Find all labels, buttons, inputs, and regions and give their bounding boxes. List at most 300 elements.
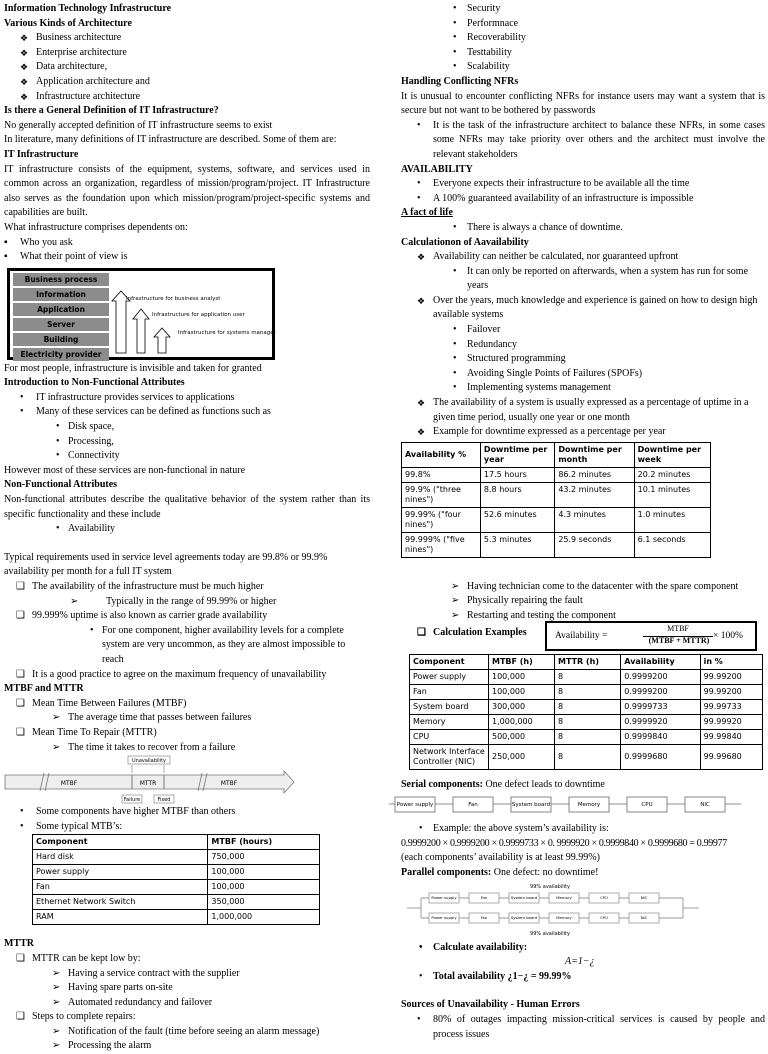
list-item [401,1013,765,1042]
bullet-icon: • [453,338,457,350]
list-item [4,952,370,967]
list-item [453,367,765,382]
checkbox-bullet-icon: ❑ [16,1011,25,1023]
bullet-icon: • [419,970,423,982]
table-row [410,744,763,769]
typical-paragraph: Typical requirements used in service level agreements today are 99.8% or 99.9% availability per month for a full IT system [4,551,328,578]
text-label: Power supply [396,802,434,809]
arrow-bullet-icon: ➢ [52,967,61,979]
depends-paragraph: What infrastructure comprises dependents on: [4,221,188,233]
table-cell: 0.9999920 [621,714,700,729]
table-header: MTTR (h) [554,654,620,669]
text-label: Physically repairing the fault [467,595,583,607]
text-label: Who you ask [20,236,73,248]
infrastructure-layer-diagram [7,268,275,360]
table-cell: 0.9999733 [621,699,700,714]
table-row [402,467,711,482]
formula-denominator: (MTBF + MTTR) [648,635,710,645]
list-item [453,46,765,61]
table-cell: 10.1 minutes [634,482,710,507]
text-label: Serial components: [401,778,483,790]
text-label: The time it takes to recover from a failure [68,741,236,753]
list-item [20,820,370,835]
text-label: Infrastructure architecture [36,90,141,102]
list-item [4,595,370,610]
bullet-icon: • [56,523,60,535]
text-label: Processing the alarm [68,1040,152,1052]
table-cell: 99.99920 [700,714,762,729]
however-paragraph: However most of these services are non-functional in nature [4,464,246,476]
arrow-bullet-icon: ➢ [52,741,61,753]
text-label: Mean Time To Repair (MTTR) [32,726,157,738]
failure-label: Failure [123,797,141,804]
table-row [33,910,320,925]
list-item [56,522,370,537]
layer-business-process: Business process [13,273,109,286]
list-item [401,594,765,609]
layer-information: Information [13,288,109,301]
list-item [401,119,765,163]
table-cell: Network Interface Controller (NIC) [410,744,489,769]
text-label: The availability of the infrastructure must be much higher [32,581,264,592]
text-label: Redundancy [467,338,517,350]
text-label: Total availability [433,970,506,982]
sources-heading: Sources of Unavailability - Human Errors [401,999,580,1011]
table-cell: 5.3 minutes [480,532,554,557]
table-cell: 1,000,000 [489,714,555,729]
table-cell: 8 [554,714,620,729]
list-item [4,250,370,265]
text-label: NIC [640,894,648,900]
list-item [4,236,370,251]
it-infrastructure-heading: IT Infrastructure [4,148,79,160]
invisible-paragraph: For most people, infrastructure is invisible and taken for granted [4,362,262,374]
text-label: Application architecture and [36,75,150,87]
conflict-heading: Handling Conflicting NFRs [401,75,519,87]
table-cell: System board [410,699,489,714]
table-cell: 1,000,000 [208,910,320,925]
list-item [4,996,370,1011]
timeline-mtbf-1: MTBF [60,780,78,788]
checkbox-bullet-icon: ❑ [16,668,25,680]
table-cell: 99.99840 [700,729,762,744]
table-header: MTBF (hours) [208,835,320,850]
table-cell: Power supply [410,669,489,684]
table-cell: 8 [554,744,620,769]
text-label: 80% of outages impacting mission-critical services is caused by people and process issues [433,1013,765,1040]
table-cell: RAM [33,910,208,925]
downtime-table [401,442,711,558]
bullet-icon: • [20,820,24,832]
table-cell: 8 [554,699,620,714]
label-systems-manager: Infrastructure for systems manager [178,329,276,336]
table-header: Component [33,835,208,850]
table-header: Component [410,654,489,669]
nfa-paragraph: Non-functional attributes describe the qualitative behavior of the system rather than its specific functionality and these include [4,494,370,520]
bullet-icon: • [419,941,423,953]
checkbox-bullet-icon: ❑ [16,697,25,709]
text-label: Structured programming [467,353,566,365]
parallel-bottom-label: 99% availability [530,930,570,937]
text-label: It is a good practice to agree on the maximum frequency of unavailability [32,668,327,680]
parallel-chain-diagram [407,881,707,939]
table-cell: 6.1 seconds [634,532,710,557]
text-label: Steps to complete repairs: [32,1011,136,1023]
text-label: One defect leads to downtime [482,778,605,790]
table-cell: Fan [33,880,208,895]
bullet-icon: • [56,450,60,462]
text-label: It can only be reported on afterwards, when a system has run for some years [467,265,749,292]
mttr-heading: MTTR [4,938,34,950]
nfa-heading: Non-Functional Attributes [4,479,118,491]
layer-building: Building [13,333,109,346]
left-column [4,2,370,1054]
text-label: System board [510,914,538,920]
table-header: Downtime per month [555,442,634,467]
bullet-icon: • [453,32,457,44]
text-label: Having a service contract with the supplier [68,967,240,979]
table-header: Availability [621,654,700,669]
text-label: There is always a chance of downtime. [467,221,623,233]
list-item [453,323,765,338]
table-cell: 8 [554,684,620,699]
component-availability-table [409,654,763,770]
table-cell: Power supply [33,865,208,880]
table-cell: 8 [554,729,620,744]
square-bullet-icon: ▪ [4,251,8,263]
text-label: For one component, higher availability levels for a complete system are very uncommon, as they are almost impossible to reach [102,624,346,665]
arrow-bullet-icon: ➢ [451,595,460,607]
table-row [402,482,711,507]
table-cell: 0.9999200 [621,684,700,699]
parallel-top-label: 99% availability [530,883,570,890]
text-label: Mean Time Between Failures (MTBF) [32,697,187,709]
table-cell: 20.2 minutes [634,467,710,482]
text-label: CPU [600,914,608,920]
text-label: Many of these services can be defined as functions such as [36,406,271,418]
definition-p1: No generally accepted definition of IT infrastructure seems to exist [4,119,273,131]
text-label: Over the years, much knowledge and experience is gained on how to design high available systems [433,294,758,321]
bullet-icon: • [453,324,457,336]
text-label: Power supply [431,894,457,900]
table-row [410,729,763,744]
arrow-bullet-icon: ➢ [451,610,460,621]
table-row [410,669,763,684]
list-item [4,967,370,982]
text-label: Some typical MTB’s: [36,820,123,832]
depends-list [4,236,370,265]
diamond-bullet-icon: ❖ [20,76,29,87]
table-cell: Fan [410,684,489,699]
text-label: Data architecture, [36,61,108,73]
table-cell: 4.3 minutes [555,507,634,532]
text-label: Example for downtime expressed as a percentage per year [433,426,666,438]
list-item [401,580,765,595]
text-label: Processing, [68,435,114,447]
list-item [4,624,364,668]
arrow-bullet-icon: ➢ [52,1025,61,1037]
table-cell: 99.9% ("three nines") [402,482,481,507]
list-item [20,90,370,105]
bullet-icon: • [453,221,457,233]
table-header-row [33,835,320,850]
example-note: (each components’ availability is at least 99.99%) [401,852,600,864]
text-label: Typically in the range of 99.99% or higher [106,595,277,607]
list-item [453,2,765,17]
list-item [20,75,370,90]
definition-heading: Is there a General Definition of IT Infrastructure? [4,105,219,117]
text-label: A=1−¿ [565,956,595,968]
list-item [56,435,370,450]
text-label: One defect: no downtime! [491,866,599,878]
table-header: MTBF (h) [489,654,555,669]
list-item [20,805,370,820]
formula-lhs: Availability = [555,630,608,641]
text-label: Everyone expects their infrastructure to be available all the time [433,178,690,190]
label-application-user: Infrastructure for application user [152,311,245,318]
table-cell: 300,000 [489,699,555,714]
it-infrastructure-paragraph: IT infrastructure consists of the equipment, systems, software, and services used in common across an organization, regardless of mission/program/project. IT Infrastructure also serves as the foundation upon which mission/program/project-specific systems and capabilities are built. [4,163,370,219]
table-row [410,714,763,729]
table-cell: 0.9999840 [621,729,700,744]
availability-formula [545,621,757,651]
text-label: Enterprise architecture [36,46,127,58]
list-item [401,970,765,985]
text-label: Calculation Examples [433,626,527,638]
table-cell: 750,000 [208,850,320,865]
text-label: The average time that passes between failures [68,712,252,724]
list-item [401,396,765,425]
text-label: CPU [641,802,653,809]
text-label: System board [510,894,538,900]
nfa-bullets [4,391,370,420]
list-item [4,697,370,712]
table-cell: 86.2 minutes [555,467,634,482]
text-label: Failover [467,324,501,336]
timeline-mtbf-2: MTBF [220,780,238,788]
bullet-icon: • [453,353,457,365]
text-label: The availability of a system is usually expressed as a percentage of uptime in a given time period, usually one year or one month [433,397,749,423]
arrow-up-icon [154,328,170,353]
diamond-bullet-icon: ❖ [20,47,29,58]
diamond-bullet-icon: ❖ [20,91,29,102]
fixed-label: Fixed [157,797,171,804]
table-row [410,684,763,699]
table-header: Downtime per week [634,442,710,467]
list-item [401,265,759,294]
arrow-bullet-icon: ➢ [52,996,61,1008]
calc-heading: Calculationon of Aavailability [401,236,529,248]
list-item [4,668,370,683]
text-label: Calculate availability: [433,941,528,953]
definition-p2: In literature, many definitions of IT infrastructure are described. Some of them are: [4,134,337,146]
list-item [20,60,370,75]
parallel-components [401,866,765,881]
list-item [4,1010,370,1025]
table-cell: 100,000 [489,669,555,684]
text-label: MTTR can be kept low by: [32,952,141,964]
table-header: in % [700,654,762,669]
bullet-icon: • [56,435,60,447]
kinds-list [4,31,370,104]
list-item [453,338,765,353]
arrow-up-icon [133,309,149,353]
bullet-icon: • [417,192,421,204]
checkbox-bullet-icon: ❑ [16,610,25,622]
table-cell: 8.8 hours [480,482,554,507]
table-row [402,507,711,532]
list-item [4,1025,370,1040]
table-header: Downtime per year [480,442,554,467]
layer-server: Server [13,318,109,331]
list-item [4,726,370,741]
diamond-bullet-icon: ❖ [417,398,426,409]
arrow-bullet-icon: ➢ [451,580,460,592]
text-label: Connectivity [68,450,120,462]
layer-electricity-provider: Electricity provider [13,348,109,361]
serial-chain-diagram [389,794,741,816]
bullet-icon: • [20,406,24,418]
table-cell: 99.99% ("four nines") [402,507,481,532]
component-bullets [4,805,370,834]
list-item [20,405,370,420]
table-cell: 99.99733 [700,699,762,714]
table-cell: 17.5 hours [480,467,554,482]
calc-examples-row [401,624,765,654]
diamond-bullet-icon: ❖ [20,33,29,44]
arrow-bullet-icon: ➢ [70,595,79,607]
table-cell: Ethernet Network Switch [33,895,208,910]
right-column [396,2,765,1042]
bullet-icon: • [453,367,457,379]
table-row [33,880,320,895]
table-header-row [410,654,763,669]
design-list [401,323,765,396]
list-item [20,46,370,61]
checkbox-bullet-icon: ❑ [16,952,25,964]
table-cell: 350,000 [208,895,320,910]
functions-list [4,420,370,464]
table-cell: 25.9 seconds [555,532,634,557]
arrow-bullet-icon: ➢ [52,712,61,724]
list-item [4,981,370,996]
layer-arrows [110,271,278,357]
diamond-bullet-icon: ❖ [417,427,426,438]
text-label: Memory [556,914,572,920]
text-label: Parallel components: [401,866,492,878]
serial-components [401,778,765,793]
mtbf-table [32,834,320,925]
text-label: 99.999% uptime is also known as carrier grade availability [32,610,268,622]
list-item [453,381,765,396]
text-label: Example: the above system’s availability is: [433,823,609,835]
nfa-intro-heading: Introduction to Non-Functional Attributes [4,377,185,389]
text-label: Having technician come to the datacenter with the spare component [467,580,739,592]
table-cell: 1.0 minutes [634,507,710,532]
text-label: Notification of the fault (time before seeing an alarm message) [68,1025,320,1037]
text-label: Availability can neither be calculated, nor guaranteed upfront [433,251,679,263]
checkbox-bullet-icon: ❑ [417,626,426,638]
list-item [56,449,370,464]
text-label: It is the task of the infrastructure architect to balance these NFRs, in some cases some NFRs may take priority over others and the architect must involve the relevant stakeholders [433,119,765,160]
table-row [33,895,320,910]
list-item [4,711,370,726]
arrow-bullet-icon: ➢ [52,982,61,994]
bullet-icon: • [419,823,423,835]
unavailability-label: Unavailability [131,758,167,765]
text-label: Having spare parts on-site [68,982,173,994]
bullet-icon: • [417,119,421,131]
list-item [4,580,370,595]
list-item [401,822,765,837]
list-item [453,17,765,32]
table-cell: 99.8% [402,467,481,482]
text-label: Testtability [467,46,512,58]
table-cell: 99.99200 [700,684,762,699]
list-item [453,60,765,75]
bullet-icon: • [90,624,94,636]
list-item [401,626,527,641]
mtbf-mttr-timeline [4,755,296,805]
mtbf-heading: MTBF and MTTR [4,683,84,695]
text-label: Security [467,3,501,14]
list-item [401,425,765,440]
bullet-icon: • [453,382,457,394]
availability-heading: AVAILABILITY [401,163,473,175]
text-label: ¿1−¿ = 99.99% [505,970,572,982]
text-label: NIC [700,802,710,809]
text-label: Some components have higher MTBF than others [36,806,236,818]
bullet-icon: • [453,17,457,29]
text-label: NIC [640,914,648,920]
timeline-mttr: MTTR [139,780,157,788]
formula-rhs: × 100% [713,630,743,641]
text-label: Disk space, [68,421,115,433]
table-cell: 99.999% ("five nines") [402,532,481,557]
list-item [20,31,370,46]
calc-availability-equation [401,955,765,970]
text-label: Recoverability [467,32,526,44]
square-bullet-icon: ▪ [4,236,8,248]
table-cell: CPU [410,729,489,744]
text-label: Automated redundancy and failover [68,996,213,1008]
text-label: Availability [68,523,116,535]
text-label: Scalability [467,61,510,73]
list-item [4,609,370,624]
table-row [33,865,320,880]
text-label: Memory [577,802,601,809]
list-item [56,420,370,435]
kinds-heading: Various Kinds of Architecture [4,17,132,29]
table-cell: Memory [410,714,489,729]
table-cell: 0.9999200 [621,669,700,684]
bullet-icon: • [417,178,421,190]
text-label: Memory [556,894,572,900]
table-cell: 0.9999680 [621,744,700,769]
text-label: Fan [480,914,488,920]
table-row [410,699,763,714]
text-label: Performnace [467,17,519,29]
text-label: Implementing systems management [467,382,611,394]
list-item [401,177,765,192]
example-calculation: 0.9999200 × 0.9999200 × 0.9999733 × 0. 9999920 × 0.9999840 × 0.9999680 = 0.99977 [401,837,727,849]
text-label: Fan [468,802,478,809]
bullet-icon: • [417,1013,421,1025]
text-label: What their point of view is [20,251,128,263]
conflict-paragraph: It is unusual to encounter conflicting NFRs for instance users may want a system that is secure but not want to be bothered by passwords [401,90,765,117]
text-label: CPU [600,894,608,900]
table-cell: 43.2 minutes [555,482,634,507]
